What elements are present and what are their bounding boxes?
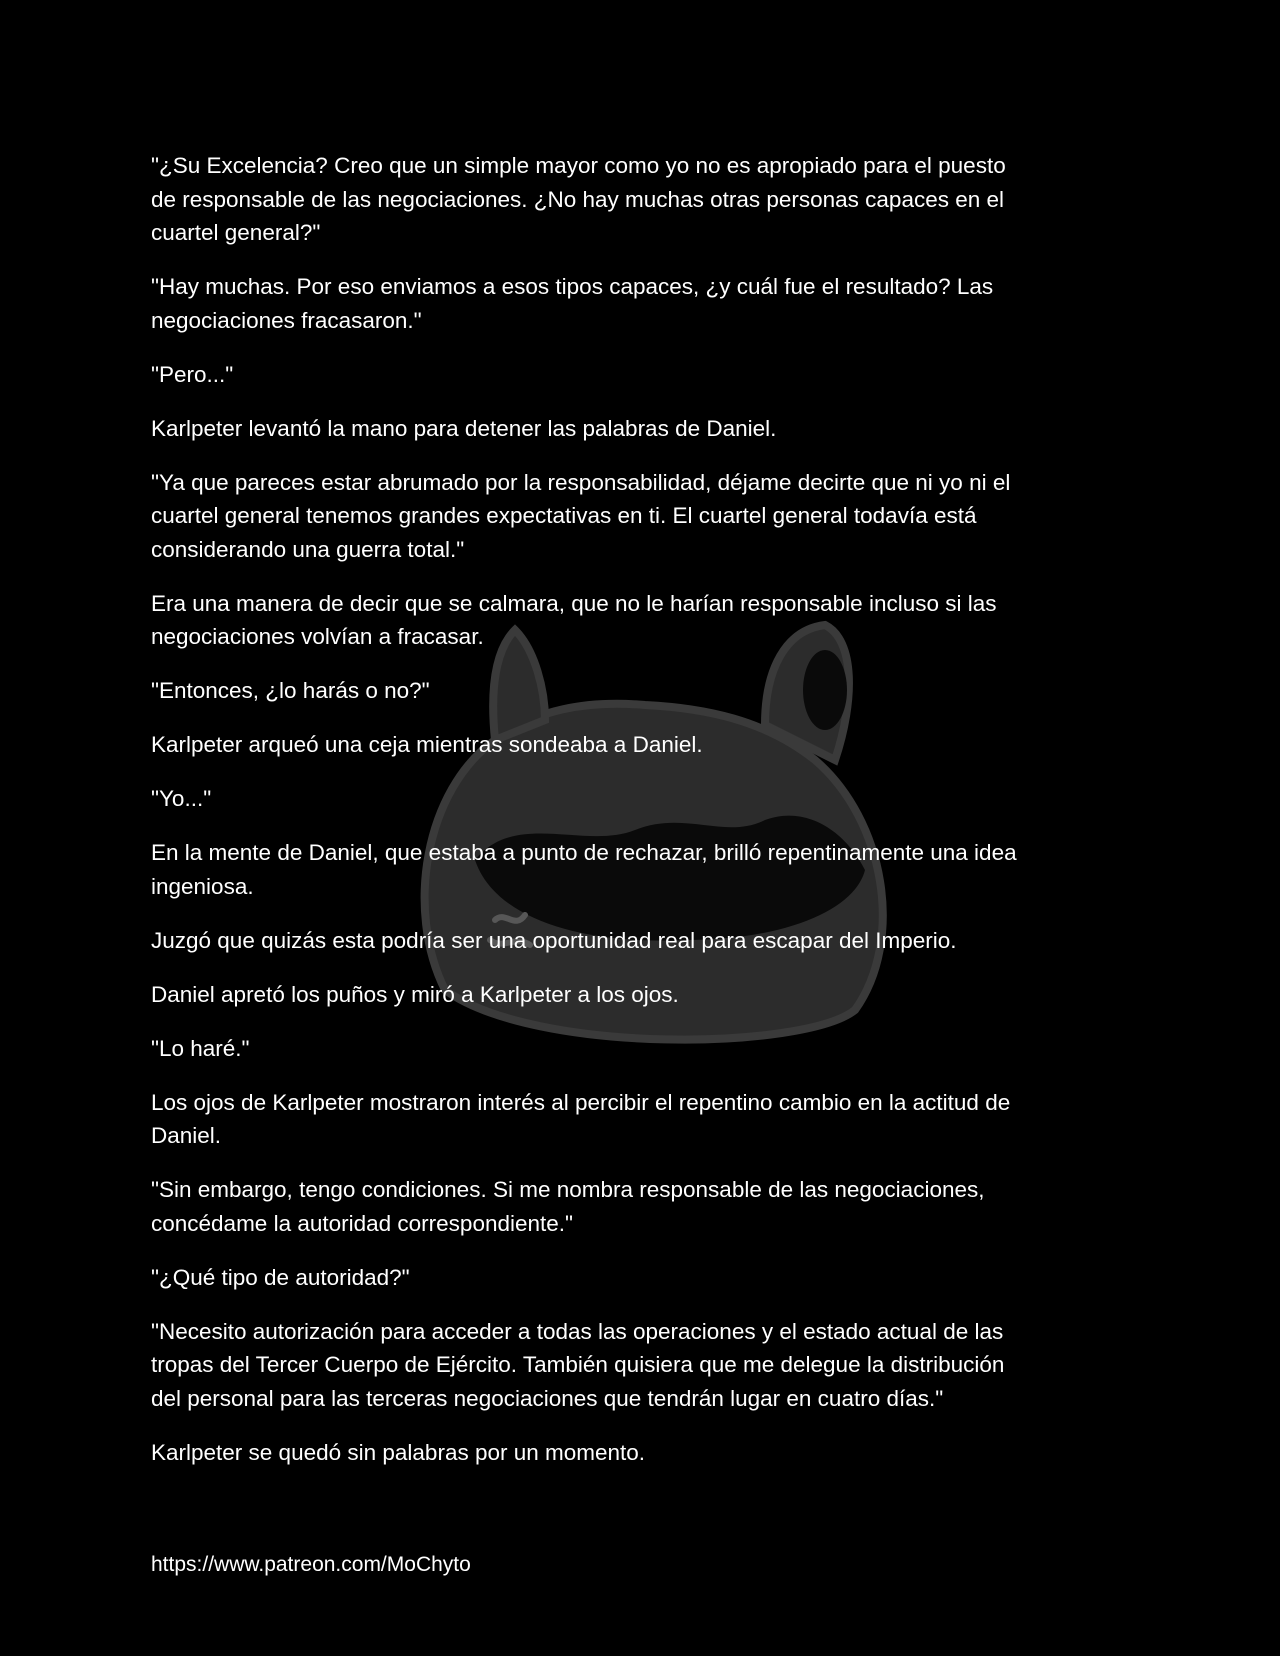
text-line: "Ya que pareces estar abrumado por la responsabilidad, déjame decirte que ni yo ni el — [151, 469, 1011, 495]
paragraph — [151, 978, 1161, 1012]
text-line: Los ojos de Karlpeter mostraron interés al percibir el repentino cambio en la actitud de — [151, 1089, 1011, 1115]
paragraph — [151, 466, 1161, 567]
paragraph — [151, 1032, 1161, 1066]
paragraph — [151, 1173, 1161, 1240]
text-line: Era una manera de decir que se calmara, que no le harían responsable incluso si las — [151, 590, 997, 616]
text-line: "Yo..." — [151, 786, 212, 811]
text-line: "¿Qué tipo de autoridad?" — [151, 1264, 410, 1290]
text-line: Karlpeter levantó la mano para detener las palabras de Daniel. — [151, 415, 777, 441]
paragraph — [151, 782, 1161, 816]
paragraph — [151, 358, 1161, 392]
text-line: tropas del Tercer Cuerpo de Ejército. También quisiera que me delegue la distribución — [151, 1352, 1005, 1377]
text-line: considerando una guerra total." — [151, 536, 465, 562]
text-line: del personal para las terceras negociaciones que tendrán lugar en cuatro días." — [151, 1385, 944, 1411]
paragraph — [151, 587, 1161, 654]
paragraph — [151, 1436, 1161, 1470]
text-line: "Necesito autorización para acceder a todas las operaciones y el estado actual de las — [151, 1318, 1004, 1344]
paragraph — [151, 836, 1161, 903]
text-line: negociaciones fracasaron." — [151, 307, 422, 333]
text-line: Daniel apretó los puños y miró a Karlpeter a los ojos. — [151, 981, 679, 1007]
paragraph — [151, 1261, 1161, 1295]
paragraph — [151, 1086, 1161, 1153]
paragraph — [151, 270, 1161, 337]
text-line: "Entonces, ¿lo harás o no?" — [151, 678, 430, 703]
paragraph — [151, 924, 1161, 958]
paragraph — [151, 1315, 1161, 1416]
text-line: negociaciones volvían a fracasar. — [151, 624, 484, 649]
paragraph — [151, 412, 1161, 446]
text-line: Daniel. — [151, 1123, 222, 1148]
text-line: "Pero..." — [151, 361, 234, 387]
paragraph — [151, 674, 1161, 708]
text-line: cuartel general tenemos grandes expectativas en ti. El cuartel general todavía está — [151, 503, 977, 528]
text-line: "Hay muchas. Por eso enviamos a esos tipos capaces, ¿y cuál fue el resultado? Las — [151, 274, 994, 299]
paragraph — [151, 728, 1161, 762]
text-line: cuartel general?" — [151, 220, 321, 245]
text-line: "Lo haré." — [151, 1035, 250, 1061]
paragraph — [151, 149, 1161, 250]
text-line: "¿Su Excelencia? Creo que un simple mayor como yo no es apropiado para el puesto — [151, 153, 1006, 178]
chapter-text — [151, 149, 1161, 1490]
text-line: Karlpeter arqueó una ceja mientras sondeaba a Daniel. — [151, 732, 703, 757]
text-line: En la mente de Daniel, que estaba a punto de rechazar, brilló repentinamente una idea — [151, 840, 1017, 865]
text-line: Karlpeter se quedó sin palabras por un momento. — [151, 1439, 646, 1465]
text-line: ingeniosa. — [151, 873, 254, 899]
text-line: de responsable de las negociaciones. ¿No hay muchas otras personas capaces en el — [151, 186, 1005, 212]
patreon-link[interactable]: https://www.patreon.com/MoChyto — [151, 1553, 471, 1576]
text-line: "Sin embargo, tengo condiciones. Si me nombra responsable de las negociaciones, — [151, 1177, 985, 1202]
text-line: concédame la autoridad correspondiente." — [151, 1210, 574, 1236]
text-line: Juzgó que quizás esta podría ser una oportunidad real para escapar del Imperio. — [151, 927, 957, 953]
